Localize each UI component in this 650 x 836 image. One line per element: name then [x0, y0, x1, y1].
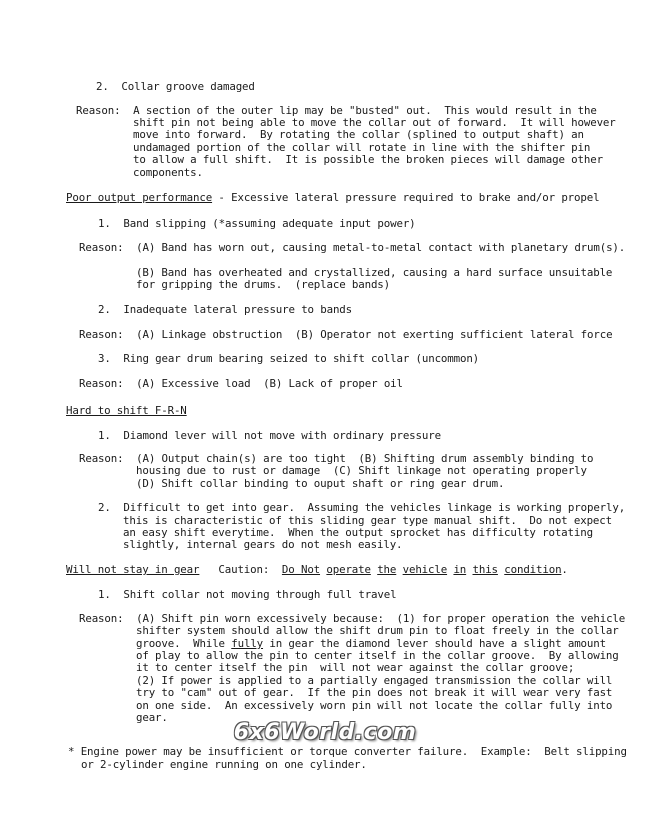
underlined-text: fully	[231, 637, 264, 650]
text-line: Reason: A section of the outer lip may be "busted" out. This would result in the	[76, 104, 597, 117]
underlined-text: condition	[504, 563, 562, 576]
text-line: an easy shift everytime. When the output sprocket has difficulty rotating	[123, 526, 593, 539]
text-line: 2. Collar groove damaged	[96, 80, 255, 93]
text-line: shifter system should allow the shift drum pin to float freely in the collar	[136, 624, 619, 637]
text-segment: Caution:	[199, 563, 282, 576]
text-line: (B) Band has overheated and crystallized, causing a hard surface unsuitable	[136, 266, 613, 279]
text-segment: .	[561, 563, 568, 576]
text-segment: in gear the diamond lever should have a slight amount	[263, 637, 606, 650]
text-segment: groove. While	[136, 637, 232, 650]
text-line	[66, 192, 599, 204]
text-line: components.	[133, 166, 203, 179]
text-line: 2. Difficult to get into gear. Assuming the vehicles linkage is working properly,	[98, 501, 626, 514]
underlined-text: in	[453, 563, 467, 576]
text-line: Reason: (A) Shift pin worn excessively because: (1) for proper operation the vehicle	[79, 612, 626, 625]
text-line: Reason: (A) Band has worn out, causing metal-to-metal contact with planetary drum(s).	[79, 241, 626, 254]
text-line: * Engine power may be insufficient or torque converter failure. Example: Belt slipping	[68, 745, 627, 758]
text-line: shift pin not being able to move the collar out of forward. It will however	[133, 116, 616, 129]
text-line: (2) If power is applied to a partially engaged transmission the collar will	[136, 674, 613, 687]
text-line: 1. Diamond lever will not move with ordinary pressure	[98, 429, 441, 442]
text-line: slightly, internal gears do not mesh easily.	[123, 538, 403, 551]
text-line: undamaged portion of the collar will rotate in line with the shifter pin	[133, 141, 591, 154]
text-line: try to "cam" out of gear. If the pin does not break it will wear very fast	[136, 686, 613, 699]
underlined-text: the	[377, 563, 397, 576]
text-line: this is characteristic of this sliding gear type manual shift. Do not expect	[123, 514, 612, 527]
underlined-text: operate	[326, 563, 371, 576]
text-line: to allow a full shift. It is possible the broken pieces will damage other	[133, 153, 603, 166]
underlined-text: Will not stay in gear	[66, 563, 200, 576]
text-line: Reason: (A) Excessive load (B) Lack of proper oil	[79, 377, 403, 390]
text-line: or 2-cylinder engine running on one cylinder.	[81, 758, 367, 771]
text-line: 1. Band slipping (*assuming adequate input power)	[98, 217, 416, 230]
text-line: gear.	[136, 711, 168, 724]
text-line: 2. Inadequate lateral pressure to bands	[98, 303, 353, 316]
underlined-text: vehicle	[402, 563, 448, 576]
underlined-text: this	[472, 563, 498, 576]
text-line	[66, 405, 187, 417]
text-line	[66, 564, 568, 576]
text-line: Reason: (A) Output chain(s) are too tight (B) Shifting drum assembly binding to	[79, 452, 594, 465]
text-line: (D) Shift collar binding to ouput shaft or ring gear drum.	[136, 477, 505, 490]
text-line: it to center itself the pin will not wear against the collar groove;	[136, 661, 575, 674]
text-segment: - Excessive lateral pressure required to brake and/or propel	[212, 191, 600, 204]
text-line: move into forward. By rotating the collar (splined to output shaft) an	[133, 128, 584, 141]
text-line: for gripping the drums. (replace bands)	[136, 278, 391, 291]
watermark-logo: 6x6World.com	[233, 720, 417, 745]
underlined-text: Hard to shift F-R-N	[66, 404, 187, 417]
text-line: housing due to rust or damage (C) Shift linkage not operating properly	[136, 464, 587, 477]
underlined-text: Poor output performance	[66, 191, 213, 204]
text-line: 1. Shift collar not moving through full travel	[98, 588, 397, 601]
text-line: Reason: (A) Linkage obstruction (B) Operator not exerting sufficient lateral force	[79, 328, 613, 341]
underlined-text: Do Not	[281, 563, 321, 576]
text-line: on one side. An excessively worn pin will not locate the collar fully into	[136, 699, 613, 712]
text-line: 3. Ring gear drum bearing seized to shift collar (uncommon)	[98, 352, 480, 365]
text-line: of play to allow the pin to center itself in the collar groove. By allowing	[136, 649, 619, 662]
